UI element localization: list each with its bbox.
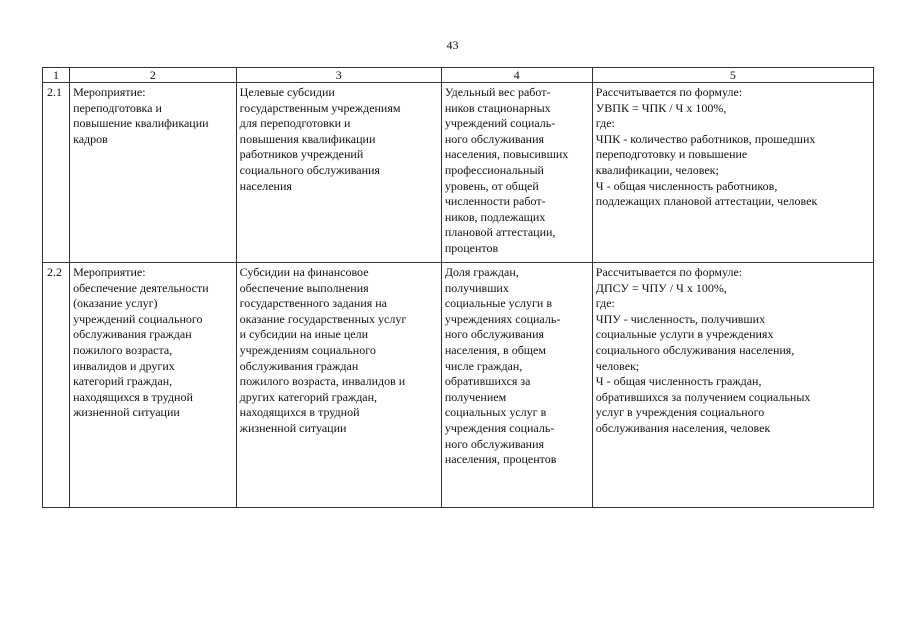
table-header-row [43,68,874,83]
cell-text-line: Целевые субсидии [239,85,335,99]
cell-text-line: численности работ- [444,194,546,209]
cell-text-line: жизненной ситуации [239,420,347,435]
cell-text-line: получивших [444,280,509,295]
cell-text-line: где: [595,296,615,311]
cell-text-line: социальные услуги в [444,296,553,311]
cell-text-line: переподготовка и [73,100,162,115]
cell-text-line: инвалидов и других [73,358,175,373]
cell-text-line: пожилого возраста, [73,342,173,357]
cell-text-line: обслуживания граждан [73,327,192,342]
cell-text-line: социального обслуживания [239,162,380,177]
measure-cell [70,263,237,508]
cell-text-line: обеспечение выполнения [239,280,369,295]
cell-text-line: государственным учреждениям [239,100,401,115]
cell-text-line: других категорий граждан, [239,389,378,404]
cell-text-line: для переподготовки и [239,116,351,131]
cell-text-line: услуг в учреждения социального [595,405,765,420]
cell-text-line: Ч - общая численность граждан, [595,374,762,389]
cell-text-line: повышения квалификации [239,131,376,146]
table-row [43,263,874,508]
cell-text-line: социальных услуг в [444,405,547,420]
row-number: 2.2 [43,263,70,508]
table-row [43,83,874,263]
cell-text-line: обслуживания населения, человек [595,420,771,435]
page-number: 43 [446,38,459,52]
cell-text-line: учреждений социального [73,311,203,326]
formula-cell [592,263,873,508]
cell-text-line: уровень, от общей [444,178,539,193]
cell-text-line: где: [595,116,615,131]
cell-text-line: находящихся в трудной [239,405,360,420]
cell-text-line: (оказание услуг) [73,296,158,311]
cell-text-line: населения, в общем [444,342,546,357]
cell-text-line: Мероприятие: [73,265,146,279]
cell-text-line: квалификации, человек; [595,162,719,177]
cell-text-line: жизненной ситуации [73,405,180,420]
cell-text-line: ников, подлежащих [444,209,546,224]
cell-text-line: переподготовку и повышение [595,147,748,162]
cell-text-line: населения [239,178,292,193]
cell-text-line: повышение квалификации [73,116,209,131]
cell-text-line: ДПСУ = ЧПУ / Ч х 100%, [595,280,727,295]
formula-cell [592,83,873,263]
cell-text-line: обслуживания граждан [239,358,359,373]
indicator-cell [441,83,592,263]
header-cell-4: 4 [441,68,592,83]
cell-text-line: обратившихся за [444,374,531,389]
cell-text-line: социальные услуги в учреждениях [595,327,774,342]
cell-text-line: обеспечение деятельности [73,280,209,295]
cell-text-line: социального обслуживания населения, [595,342,795,357]
cell-text-line: получением [444,389,507,404]
cell-text-line: работников учреждений [239,147,364,162]
cell-text-line: ного обслуживания [444,131,545,146]
cell-text-line: человек; [595,358,640,373]
cell-text-line: государственного задания на [239,296,388,311]
cell-text-line: процентов [444,240,499,255]
funding-cell [236,83,441,263]
indicators-table [42,67,874,508]
cell-text-line: Мероприятие: [73,85,146,99]
header-cell-1: 1 [43,68,70,83]
cell-text-line: Удельный вес работ- [444,85,551,99]
cell-text-line: профессиональный [444,162,544,177]
cell-text-line: ЧПК - количество работников, прошедших [595,131,816,146]
cell-text-line: Рассчитывается по формуле: [595,85,743,99]
cell-text-line: обратившихся за получением социальных [595,389,811,404]
cell-text-line: находящихся в трудной [73,389,193,404]
funding-cell [236,263,441,508]
cell-text-line: учреждениях социаль- [444,311,561,326]
header-cell-3: 3 [236,68,441,83]
cell-text-line: ников стационарных [444,100,551,115]
cell-text-line: категорий граждан, [73,374,173,389]
cell-text-line: населения, процентов [444,452,557,467]
cell-text-line: плановой аттестации, [444,225,556,240]
cell-text-line: учреждениям социального [239,342,376,357]
cell-text-line: оказание государственных услуг [239,311,407,326]
cell-text-line: учреждений социаль- [444,116,556,131]
cell-text-line: Ч - общая численность работников, [595,178,778,193]
header-cell-5: 5 [592,68,873,83]
indicator-cell [441,263,592,508]
cell-text-line: Рассчитывается по формуле: [595,265,743,279]
cell-text-line: пожилого возраста, инвалидов и [239,374,406,389]
cell-text-line: подлежащих плановой аттестации, человек [595,194,818,209]
cell-text-line: ЧПУ - численность, получивших [595,311,766,326]
cell-text-line: числе граждан, [444,358,523,373]
cell-text-line: населения, повысивших [444,147,569,162]
header-cell-2: 2 [70,68,237,83]
measure-cell [70,83,237,263]
cell-text-line: Субсидии на финансовое [239,265,369,279]
row-number: 2.1 [43,83,70,263]
cell-text-line: УВПК = ЧПК / Ч х 100%, [595,100,727,115]
cell-text-line: Доля граждан, [444,265,519,279]
cell-text-line: кадров [73,131,108,146]
cell-text-line: учреждения социаль- [444,420,555,435]
cell-text-line: ного обслуживания [444,327,545,342]
cell-text-line: и субсидии на иные цели [239,327,369,342]
cell-text-line: ного обслуживания [444,436,545,451]
